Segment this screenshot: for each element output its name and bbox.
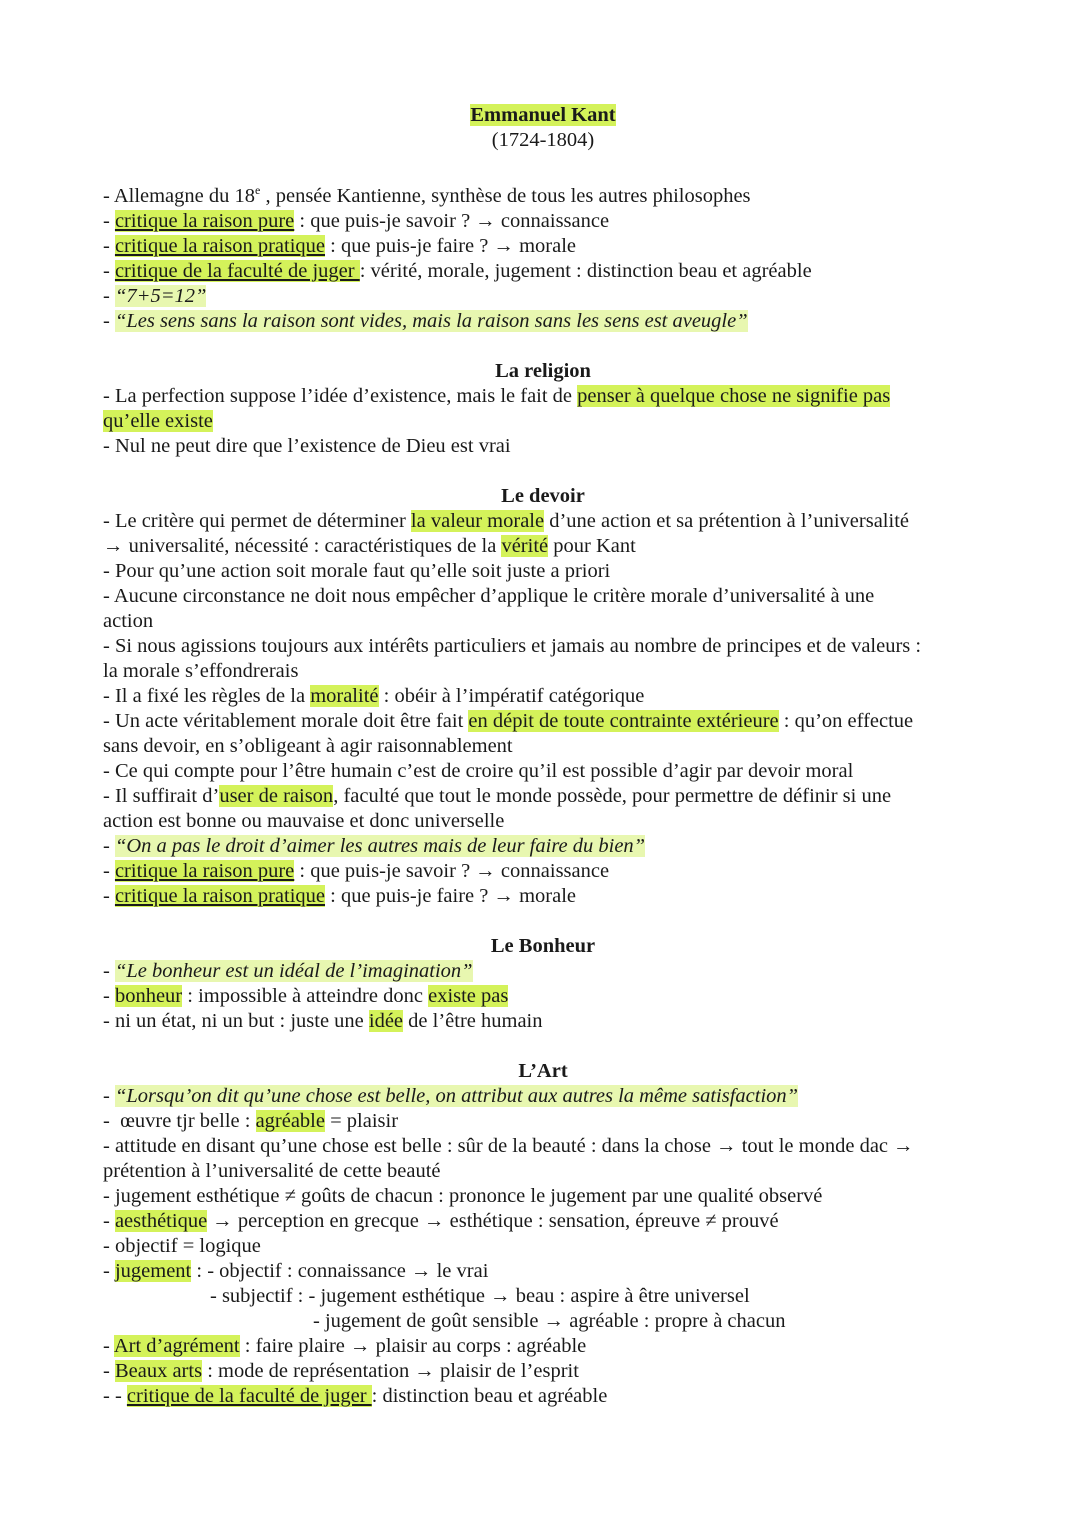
art-line: - jugement esthétique ≠ goûts de chacun : prononce le jugement par une qualité observé <box>103 1184 823 1207</box>
devoir-line: la morale s’effondrerais <box>103 659 299 682</box>
art-line: - attitude en disant qu’une chose est belle : sûr de la beauté : dans la chose → tout le monde dac → <box>103 1134 914 1157</box>
devoir-line: - Ce qui compte pour l’être humain c’est de croire qu’il est possible d’agir par devoir moral <box>103 759 854 782</box>
section-title-bonheur: Le Bonheur <box>490 934 596 957</box>
intro-quote: - “Les sens sans la raison sont vides, mais la raison sans les sens est aveugle” <box>103 309 748 332</box>
page-dates: (1724-1804) <box>491 129 595 151</box>
page-title: Emmanuel Kant <box>470 104 616 126</box>
art-line: - aesthétique → perception en grecque → esthétique : sensation, épreuve ≠ prouvé <box>103 1209 779 1232</box>
section-title-devoir: Le devoir <box>501 484 585 507</box>
art-line: - jugement de goût sensible → agréable : propre à chacun <box>313 1309 786 1332</box>
devoir-line: - Si nous agissions toujours aux intérêts particuliers et jamais au nombre de principes et de valeurs : <box>103 634 922 657</box>
devoir-line: - critique la raison pratique : que puis-je faire ? → morale <box>103 884 577 907</box>
section-title-religion: La religion <box>495 359 591 382</box>
art-line: - objectif = logique <box>103 1234 261 1257</box>
intro-quote: - “7+5=12” <box>103 284 207 307</box>
intro-line: - Allemagne du 18e , pensée Kantienne, synthèse de tous les autres philosophes <box>103 183 751 207</box>
devoir-line: sans devoir, en s’obligeant à agir raisonnablement <box>103 734 513 757</box>
bonheur-line: - bonheur : impossible à atteindre donc existe pas <box>103 984 509 1007</box>
intro-line: - critique de la faculté de juger : vérité, morale, jugement : distinction beau et agréable <box>103 259 812 282</box>
section-title-art: L’Art <box>518 1059 568 1082</box>
devoir-line: - Aucune circonstance ne doit nous empêcher d’applique le critère morale d’universalité à une <box>103 584 875 607</box>
devoir-line: → universalité, nécessité : caractéristiques de la vérité pour Kant <box>103 534 636 557</box>
art-line: - - critique de la faculté de juger : distinction beau et agréable <box>103 1384 608 1407</box>
devoir-line: - Il a fixé les règles de la moralité : obéir à l’impératif catégorique <box>103 684 645 707</box>
document-page <box>103 103 983 1409</box>
bonheur-quote: - “Le bonheur est un idéal de l’imagination” <box>103 959 473 982</box>
art-line: - subjectif : - jugement esthétique → beau : aspire à être universel <box>210 1284 750 1307</box>
art-line: - Art d’agrément : faire plaire → plaisir au corps : agréable <box>103 1334 587 1357</box>
devoir-line: - Le critère qui permet de déterminer la valeur morale d’une action et sa prétention à l’universalité <box>103 509 909 532</box>
art-line: - Beaux arts : mode de représentation → plaisir de l’esprit <box>103 1359 579 1382</box>
religion-line: qu’elle existe <box>103 409 213 432</box>
devoir-line: - Un acte véritablement morale doit être fait en dépit de toute contrainte extérieure : qu’on effectue <box>103 709 914 732</box>
bonheur-line: - ni un état, ni un but : juste une idée de l’être humain <box>103 1009 543 1032</box>
religion-line: - Nul ne peut dire que l’existence de Dieu est vrai <box>103 434 511 457</box>
art-quote: - “Lorsqu’on dit qu’une chose est belle, on attribut aux autres la même satisfaction” <box>103 1084 799 1107</box>
devoir-line: action est bonne ou mauvaise et donc universelle <box>103 809 505 832</box>
art-line: prétention à l’universalité de cette beauté <box>103 1159 441 1182</box>
devoir-line: - Pour qu’une action soit morale faut qu’elle soit juste a priori <box>103 559 611 582</box>
devoir-line: - Il suffirait d’user de raison, faculté que tout le monde possède, pour permettre de définir si une <box>103 784 892 807</box>
devoir-line: action <box>103 609 154 632</box>
art-line: - jugement : - objectif : connaissance → le vrai <box>103 1259 489 1282</box>
devoir-line: - critique la raison pure : que puis-je savoir ? → connaissance <box>103 859 610 882</box>
intro-line: - critique la raison pratique : que puis-je faire ? → morale <box>103 234 577 257</box>
devoir-quote: - “On a pas le droit d’aimer les autres mais de leur faire du bien” <box>103 834 646 857</box>
religion-line: - La perfection suppose l’idée d’existence, mais le fait de penser à quelque chose ne signifie pas <box>103 384 891 407</box>
intro-line: - critique la raison pure : que puis-je savoir ? → connaissance <box>103 209 610 232</box>
art-line: - œuvre tjr belle : agréable = plaisir <box>103 1109 399 1132</box>
